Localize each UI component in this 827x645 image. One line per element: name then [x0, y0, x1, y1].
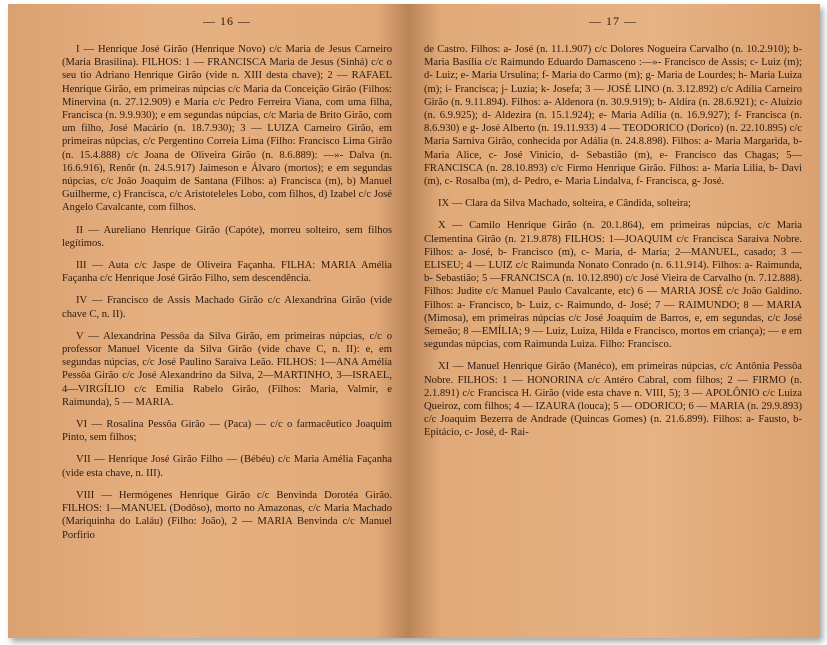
entry-paragraph: XI — Manuel Henrique Girão (Manéco), em primeiras núpcias, c/c Antônia Pessôa Nobre. FILHOS: 1 — HONORINA c/c Antéro Cabral, com filhos; 2 — FIRMO (n. 2.1.891) c/c Francisca H. Girão (vide esta chave n. VIII, 5); 3 — APOLÔNIO c/c Luiza Queiroz, com filhos; 4 — IZAURA (louca); 5 — ODORICO; 6 — MARIA (n. 29.9.893) c/c Joaquim Bezerra de Andrade (Quincas Gomes) (n. 21.6.899). Filhos: a- Fausto, b- Epitácio, c- José, d- Rai-	[424, 361, 802, 439]
entry-paragraph: I — Henrique José Girão (Henrique Novo) c/c Maria de Jesus Carneiro (Maria Brasilina). FILHOS: 1 — FRANCISCA Maria de Jesus (Sinhá) c/c o seu tio Adriano Henrique Girão (vide n. XIII desta chave); 2 — RAFAEL Henrique Girão, em primeiras núpcias c/c Maria da Conceição Girão (Filhos: Minervina (n. 27.12.909) e Maria c/c Pedro Ferreira Viana, com uma filha, Francisca (n. 9.9.930); e em segundas núpcias, c/c Maria de Brito Girão, com um filho, José Macário (n. 18.7.930); 3 — LUIZA Carneiro Girão, em primeiras núpcias, c/c Pergentino Correia Lima (Filho: Francisco Lima Girão (n. 15.4.888) c/c Joana de Oliveira Girão (n. 8.6.889): —»- Dalva (n. 16.6.916), Renôr (n. 24.5.917) Jaimeson e Álvaro (mortos); e em segundas núpcias, c/c João Joaquim de Santana (Filhos: a) Francisca (m), b) Manuel Guilherme, c) Francisca, c/c Aristoteleles Lobo, com filhos, d) Izabel c/c José Angelo Cavalcante, com filhos.	[62, 44, 392, 214]
entry-paragraph: X — Camilo Henrique Girão (n. 20.1.864), em primeiras núpcias, c/c Maria Clementina Girão (n. 21.9.878) FILHOS: 1—JOAQUIM c/c Francisca Saraiva Nobre. Filhos: a- José, b- Francisco (m), c- Maria, d- Maria; 2—MANUEL, casado; 3 — ELISEU; 4 — LUIZ c/c Raimunda Nonato Conrado (n. 6.11.914). Filhos: a- Raimunda, b- Sebastião; 5 —FRANCISCA (n. 10.12.890) c/c José Vieira de Carvalho (n. 7.12.888). Filhos: Judite c/c Manuel Paulo Cavalcante, etc) 6 — MARIA JOSÉ c/c João Galdino. Filhos: a- Francisco, b- Luiz, c- Raimundo, d- José; 7 — RAIMUNDO; 8 — MARIA (Mimosa), em primeiras núpcias c/c José Joaquim de Barros, e, em segundas, c/c José Semeão; 8 —EMÍLIA; 9 — Luiz, Luiza, Hilda e Francisco, mortos em criança); — e em segundas núpcias, com Raimunda Luiza. Filho: Francisco.	[424, 220, 802, 351]
left-page	[8, 4, 408, 638]
entry-paragraph: VII — Henrique José Girão Filho — (Bébéu) c/c Maria Amélia Façanha (vide esta chave, n. III).	[62, 454, 392, 479]
open-book	[8, 4, 820, 638]
entry-paragraph: IX — Clara da Silva Machado, solteira, e Cândida, solteira;	[438, 198, 691, 210]
entry-paragraph: VI — Rosalina Pessôa Girão — (Paca) — c/c o farmacêutico Joaquim Pinto, sem filhos;	[62, 419, 392, 444]
entry-paragraph: de Castro. Filhos: a- José (n. 11.1.907) c/c Dolores Nogueira Carvalho (n. 10.2.910); b- Maria Basília c/c Raimundo Eduardo Damasceno :—»- Francisco de Assis; c- Luiz (m); d- Luiz; e- Maria Ursulina; f- Maria do Carmo (m); g- Maria de Lourdes; h- Maria Luiza (m); i- Francisca; j- Luzia; k- Josefa; 3 — JOSÉ LINO (n. 3.12.892) c/c Adília Carneiro Girão (n. 9.11.894). Filhos: a- Aldenora (n. 30.9.919); b- Aldira (n. 28.6.921); c- Aluízio (n. 6.9.925); d- Aldezira (n. 15.1.924); e- Maria Adília (n. 16.9.927); f- Francisca (n. 8.6.930) e g- José Alberto (n. 19.11.933) 4 — TEODORICO (Dorico) (n. 22.10.895) c/c Maria Sarniva Girão, conhecida por Adália (n. 24.8.898). Filhos: a- Maria Margarida, b- Maria Alice, c- José Vinicio, d- Sebastião (m), e- Francisco das Chagas; 5—FRANCISCA (n. 28.10.893) c/c Firmo Henrique Girão. Filhos: a- Maria Lilia, b- Davi (m), c- Rosalba (m), d- Pedro, e- Maria Lindalva, f- Francisca, g- José.	[424, 44, 802, 188]
entry-paragraph: VIII — Hermógenes Henrique Girão c/c Benvinda Dorotéa Girão. FILHOS: 1—MANUEL (Dodôso), morto no Amazonas, c/c Maria Machado (Mariquinha do Laláu) (Filho: João), 2 — MARIA Benvinda c/c Manuel Porfirio	[62, 489, 392, 541]
entry-paragraph: III — Auta c/c Jaspe de Oliveira Façanha. FILHA: MARIA Amélia Façanha c/c Henrique José Girão Filho, sem descendência.	[62, 260, 392, 285]
page-number: — 17 —	[589, 14, 637, 28]
entry-paragraph: V — Alexandrina Pessôa da Silva Girão, em primeiras núpcias, c/c o professor Manuel Vicente da Silva Girão (vide chave C, n. II): e, em segundas núpcias, c/c José Paulino Saraiva Leão. FILHOS: 1—ANA Amélia Pessôa Girão c/c José Alexandrino da Silva, 2—MARTINHO, 3—ISRAEL, 4—VIRGÍLIO c/c Emilia Rabelo Girão, (Filhos: Maria, Valmir, e Raimunda), 5 — MARIA.	[62, 330, 392, 408]
entry-paragraph: II — Aureliano Henrique Girão (Capóte), morreu solteiro, sem filhos legítimos.	[62, 224, 392, 249]
entry-paragraph: IV — Francisco de Assis Machado Girão c/c Alexandrina Girão (vide chave C, n. II).	[62, 295, 392, 320]
page-number: — 16 —	[203, 14, 251, 28]
right-page	[408, 4, 820, 638]
